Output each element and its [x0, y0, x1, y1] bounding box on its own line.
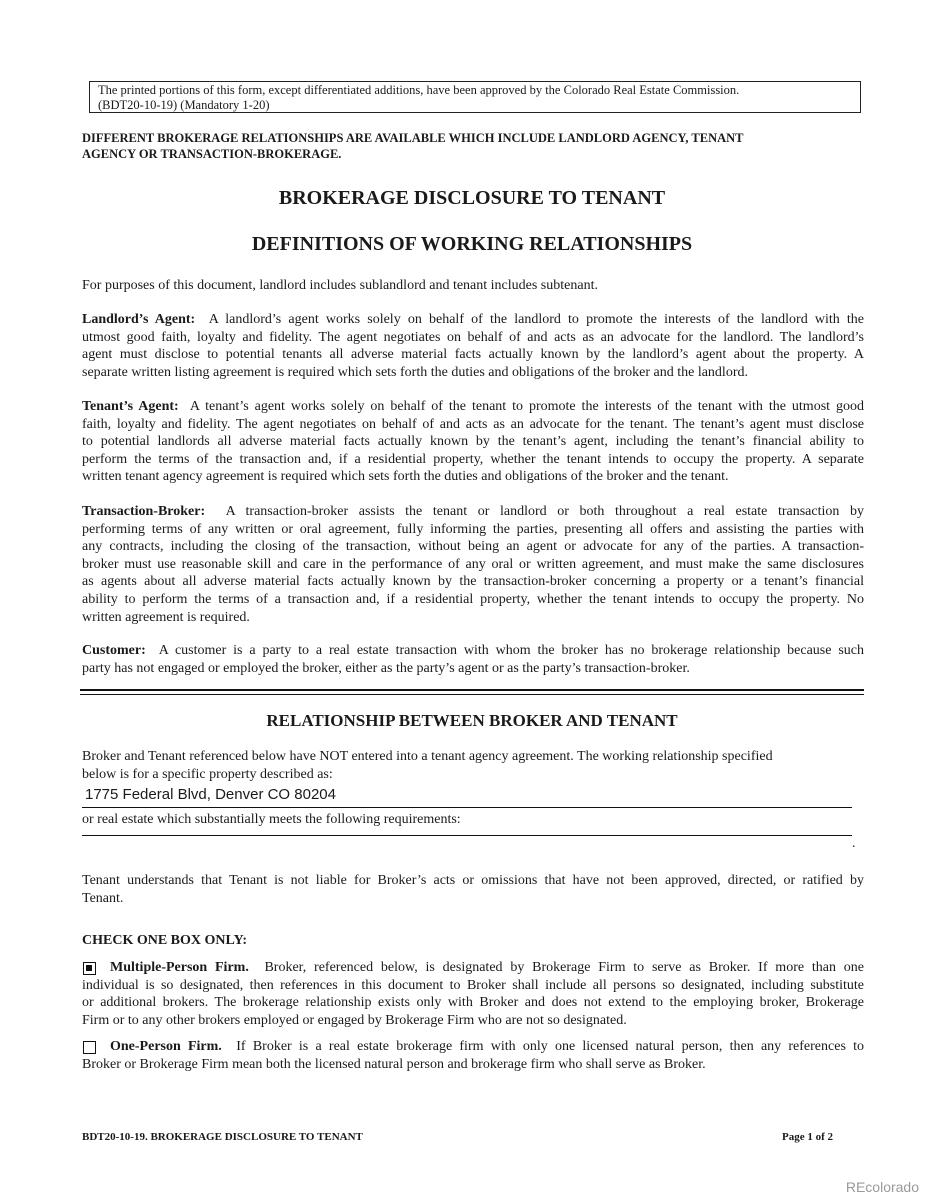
warning-line: AGENCY OR TRANSACTION-BROKERAGE.: [82, 147, 342, 161]
approval-notice-line: The printed portions of this form, except differentiated additions, have been approved by the Colorado Real Estate Commission.: [98, 83, 740, 97]
definition-term: Tenant’s Agent:: [82, 399, 179, 414]
definition-text: utmost good faith, loyalty and fidelity. The agent negotiates on behalf of and acts as an advocate for the landlord. The landlord’s: [82, 329, 864, 345]
liability-text: Tenant.: [82, 890, 124, 906]
requirements-field[interactable]: [82, 835, 852, 836]
definition-text: broker must use reasonable skill and care in the performance of any oral or written agreement, and must make the same disclosures: [82, 556, 864, 572]
option-text: Broker or Brokerage Firm mean both the licensed natural person and brokerage firm who shall serve as Broker.: [82, 1056, 706, 1072]
option-text: If Broker is a real estate brokerage firm with only one licensed natural person, then any references to: [236, 1039, 865, 1054]
line-period: .: [852, 836, 856, 851]
requirements-intro: [82, 811, 864, 829]
definition-text: written agreement is required.: [82, 609, 250, 625]
intro-paragraph: [82, 277, 864, 295]
footer-form-id: BDT20-10-19. BROKERAGE DISCLOSURE TO TENANT: [82, 1131, 363, 1143]
relationship-text: below is for a specific property described as:: [82, 766, 333, 782]
option-text: Broker, referenced below, is designated by Brokerage Firm to serve as Broker. If more than one: [264, 960, 864, 975]
document-subtitle: DEFINITIONS OF WORKING RELATIONSHIPS: [251, 233, 693, 255]
definition-text: written tenant agency agreement is required which sets forth the duties and obligations of the broker and the tenant.: [82, 469, 729, 485]
form-code-line: (BDT20-10-19) (Mandatory 1-20): [98, 98, 270, 112]
definition-text: A transaction-broker assists the tenant or landlord or both throughout a real estate transaction by: [225, 504, 864, 519]
property-address-field[interactable]: 1775 Federal Blvd, Denver CO 80204: [85, 786, 336, 803]
check-one-label: CHECK ONE BOX ONLY:: [82, 933, 248, 948]
definition-text: separate written listing agreement is required which sets forth the duties and obligations of the broker and the landlord.: [82, 364, 748, 380]
multiple-person-firm-option: [82, 959, 864, 1029]
relationship-text: Broker and Tenant referenced below have NOT entered into a tenant agency agreement. The working relationship specified: [82, 749, 773, 764]
definition-text: party has not engaged or employed the broker, either as the party’s agent or as the party’s transaction-broker.: [82, 660, 690, 676]
requirements-text: or real estate which substantially meets the following requirements:: [82, 812, 461, 827]
warning-line: DIFFERENT BROKERAGE RELATIONSHIPS ARE AVAILABLE WHICH INCLUDE LANDLORD AGENCY, TENANT: [82, 131, 744, 145]
option-term: One-Person Firm.: [110, 1039, 222, 1054]
definition-text: A landlord’s agent works solely on behalf of the landlord to promote the interests of the landlord with the: [208, 312, 864, 327]
option-text: or additional brokers. The brokerage relationship exists only with Broker and does not extend to the employing broker, Brokerage: [82, 995, 864, 1011]
approval-notice-box: [89, 81, 861, 113]
option-text: individual is so designated, then references in this document to Broker shall include all persons so designated, including substitute: [82, 977, 864, 993]
customer-definition: [82, 642, 864, 677]
definition-text: to potential landlords all adverse material facts actually known by the tenant’s agent, including the tenant’s financial ability to: [82, 434, 864, 450]
definition-term: Landlord’s Agent:: [82, 312, 196, 327]
one-person-firm-option: [82, 1038, 864, 1073]
property-address-underline: [82, 807, 852, 808]
option-text: Firm or to any other brokers employed or engaged by Brokerage Firm who are not so designated.: [82, 1012, 627, 1028]
page-number: Page 1 of 2: [782, 1131, 834, 1143]
liability-text: Tenant understands that Tenant is not liable for Broker’s acts or omissions that have not been approved, directed, or ratified by: [82, 873, 864, 888]
definition-text: ability to perform the terms of a transaction and, if a residential property, whether the tenant intends to occupy the property. No: [82, 591, 864, 607]
definition-text: A customer is a party to a real estate transaction with whom the broker has no brokerage relationship because such: [158, 643, 864, 658]
transaction-broker-definition: [82, 503, 864, 626]
relationship-heading: RELATIONSHIP BETWEEN BROKER AND TENANT: [266, 711, 678, 730]
document-title: BROKERAGE DISCLOSURE TO TENANT: [278, 187, 666, 209]
landlord-agent-definition: [82, 311, 864, 381]
definition-text: any contracts, including the closing of the transaction, without being an agent or advocate for any of the parties. A transaction-: [82, 539, 864, 555]
definition-text: A tenant’s agent works solely on behalf of the tenant to promote the interests of the tenant with the utmost good: [189, 399, 864, 414]
section-divider: [80, 694, 864, 695]
definition-text: agent must disclose to potential tenants all adverse material facts actually known by the landlord’s agent about the property. A: [82, 347, 864, 363]
definition-text: perform the terms of the transaction and, if a residential property, whether the tenant intends to occupy the property. A separate: [82, 451, 864, 467]
definition-text: faith, loyalty and fidelity. The agent negotiates on behalf of and acts as an advocate for the tenant. The tenant’s agent must disclose: [82, 416, 864, 432]
relationship-warning: [82, 130, 852, 162]
definition-text: as agents about all adverse material facts actually known by the transaction-broker concerning a property or a tenant’s financial: [82, 574, 864, 590]
definition-text: performing terms of any written or oral agreement, fully informing the parties, presenting all offers and assisting the parties with: [82, 521, 864, 537]
option-term: Multiple-Person Firm.: [110, 960, 249, 975]
intro-text: For purposes of this document, landlord includes sublandlord and tenant includes subtenant.: [82, 278, 598, 293]
definition-term: Transaction-Broker:: [82, 504, 206, 519]
recolorado-watermark: REcolorado: [845, 1179, 919, 1195]
liability-paragraph: [82, 872, 864, 907]
section-divider: [80, 689, 864, 691]
tenant-agent-definition: [82, 398, 864, 486]
relationship-intro: [82, 748, 864, 783]
definition-term: Customer:: [82, 643, 146, 658]
